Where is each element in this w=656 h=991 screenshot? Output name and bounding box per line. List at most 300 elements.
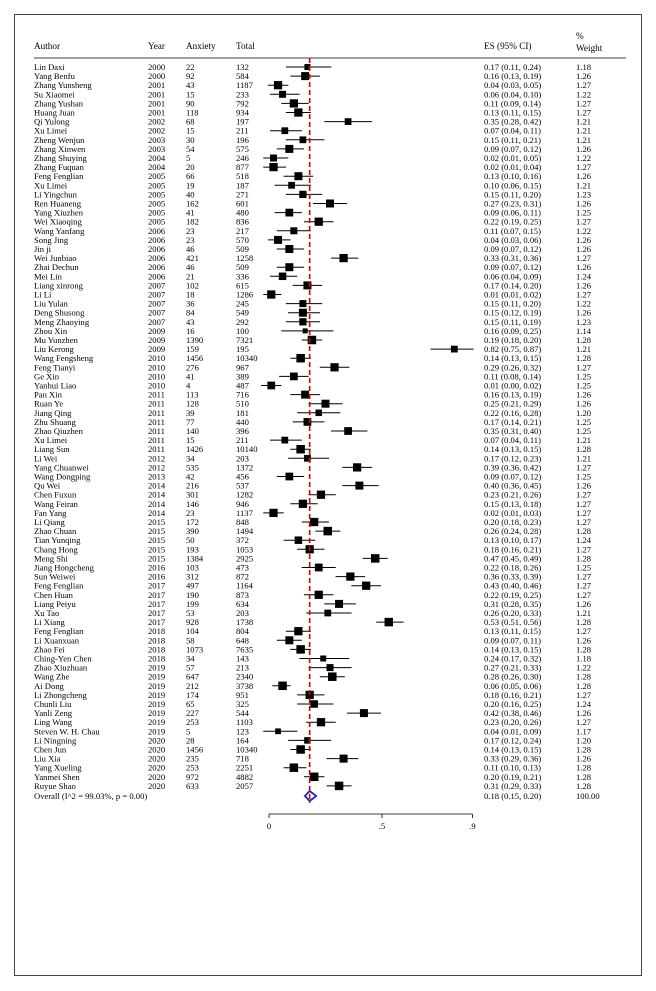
study-author: Li Yingchun (34, 189, 77, 200)
study-year: 2007 (148, 289, 166, 300)
study-year: 2012 (148, 453, 166, 464)
study-anxiety-count: 23 (186, 225, 195, 236)
study-point-estimate (296, 745, 305, 754)
study-weight: 1.26 (576, 635, 592, 646)
study-point-estimate (315, 218, 323, 226)
study-anxiety-count: 5 (186, 726, 191, 737)
study-effect-size: 0.09 (0.06, 0.11) (484, 207, 541, 218)
study-point-estimate (285, 209, 293, 217)
study-effect-size: 0.15 (0.11, 0.20) (484, 189, 541, 200)
study-anxiety-count: 23 (186, 234, 195, 245)
study-anxiety-count: 41 (186, 207, 195, 218)
study-year: 2003 (148, 134, 166, 145)
study-weight: 1.24 (576, 271, 592, 282)
study-weight: 1.27 (576, 507, 592, 518)
study-author: Li Wei (34, 453, 58, 464)
study-anxiety-count: 34 (186, 653, 195, 664)
study-year: 2017 (148, 598, 166, 609)
study-author: Chen Fuxun (34, 489, 77, 500)
study-effect-size: 0.11 (0.08, 0.14) (484, 371, 541, 382)
study-point-estimate (296, 445, 305, 454)
study-weight: 1.27 (576, 544, 592, 555)
study-point-estimate (290, 373, 298, 381)
study-point-estimate (299, 191, 306, 198)
study-author: Yang Xueling (34, 762, 82, 773)
study-total-count: 372 (236, 535, 249, 546)
study-effect-size: 0.16 (0.13, 0.19) (484, 389, 542, 400)
study-author: Zhou Xin (34, 325, 68, 336)
study-effect-size: 0.02 (0.01, 0.03) (484, 507, 542, 518)
study-total-count: 510 (236, 398, 249, 409)
study-effect-size: 0.26 (0.20, 0.33) (484, 608, 542, 618)
study-effect-size: 0.02 (0.01, 0.04) (484, 162, 542, 173)
study-effect-size: 0.14 (0.13, 0.15) (484, 644, 542, 655)
study-point-estimate (285, 473, 293, 481)
study-total-count: 143 (236, 653, 249, 664)
study-year: 2009 (148, 344, 166, 355)
study-total-count: 1494 (236, 526, 254, 537)
study-total-count: 716 (236, 389, 249, 400)
study-weight: 1.24 (576, 699, 592, 709)
study-year: 2006 (148, 271, 166, 282)
study-author: Xu Limei (34, 125, 68, 136)
study-effect-size: 0.15 (0.11, 0.19) (484, 316, 541, 327)
study-total-count: 187 (236, 180, 249, 191)
study-effect-size: 0.09 (0.07, 0.12) (484, 471, 542, 482)
study-total-count: 804 (236, 626, 249, 637)
study-total-count: 2925 (236, 553, 254, 564)
study-effect-size: 0.82 (0.75, 0.87) (484, 344, 542, 355)
study-point-estimate (290, 99, 298, 107)
study-total-count: 848 (236, 517, 249, 527)
study-year: 2001 (148, 80, 166, 91)
study-weight: 1.24 (576, 535, 592, 546)
study-total-count: 181 (236, 407, 249, 418)
study-total-count: 7321 (236, 335, 254, 345)
study-anxiety-count: 172 (186, 517, 199, 527)
study-year: 2001 (148, 98, 166, 109)
study-year: 2019 (148, 689, 166, 700)
study-weight: 1.26 (576, 280, 592, 291)
study-anxiety-count: 235 (186, 753, 199, 764)
study-weight: 1.18 (576, 62, 592, 72)
study-author: Ruan Ye (34, 398, 64, 409)
study-weight: 1.28 (576, 617, 592, 628)
study-point-estimate (353, 463, 361, 471)
study-weight: 1.26 (576, 71, 592, 82)
study-author: Deng Shusong (34, 307, 85, 318)
study-point-estimate (299, 500, 307, 508)
study-author: Li Li (34, 289, 52, 300)
study-anxiety-count: 21 (186, 271, 195, 282)
study-total-count: 634 (236, 598, 249, 609)
study-weight: 1.27 (576, 489, 592, 500)
study-total-count: 473 (236, 562, 249, 573)
study-anxiety-count: 90 (186, 98, 195, 109)
study-total-count: 1164 (236, 580, 253, 591)
study-author: Steven W. H. Chau (34, 726, 100, 737)
study-weight: 1.22 (576, 225, 592, 236)
study-year: 2020 (148, 735, 166, 746)
study-total-count: 1372 (236, 462, 254, 473)
study-author: Wang Dongping (34, 471, 91, 482)
study-weight: 1.25 (576, 416, 592, 427)
study-effect-size: 0.39 (0.36, 0.42) (484, 462, 542, 473)
study-anxiety-count: 1426 (186, 444, 204, 455)
study-year: 2019 (148, 708, 166, 719)
study-total-count: 1103 (236, 717, 253, 728)
study-total-count: 648 (236, 635, 249, 646)
study-effect-size: 0.22 (0.18, 0.26) (484, 562, 542, 573)
study-point-estimate (315, 564, 323, 572)
study-weight: 1.26 (576, 198, 592, 209)
study-weight: 1.28 (576, 744, 592, 755)
study-total-count: 792 (236, 98, 249, 109)
study-anxiety-count: 212 (186, 680, 199, 691)
study-weight: 1.27 (576, 717, 592, 728)
study-author: Chang Hong (34, 544, 78, 555)
study-effect-size: 0.17 (0.14, 0.20) (484, 280, 542, 291)
study-effect-size: 0.16 (0.09, 0.25) (484, 325, 542, 336)
study-year: 2001 (148, 89, 166, 100)
study-anxiety-count: 1384 (186, 553, 204, 564)
study-year: 2005 (148, 207, 166, 218)
study-anxiety-count: 1390 (186, 335, 204, 345)
study-point-estimate (285, 636, 293, 644)
header-weight: Weight (576, 43, 603, 53)
study-weight: 1.21 (576, 608, 592, 618)
study-total-count: 967 (236, 362, 249, 373)
study-author: Chen Jun (34, 744, 67, 755)
study-weight: 1.26 (576, 753, 592, 764)
study-author: Liang Sun (34, 444, 70, 455)
study-effect-size: 0.04 (0.03, 0.06) (484, 234, 542, 245)
study-year: 2010 (148, 362, 166, 373)
study-anxiety-count: 43 (186, 316, 195, 327)
study-author: Zhang Shuying (34, 153, 87, 163)
study-point-estimate (294, 108, 302, 116)
overall-effect-size: 0.18 (0.15, 0.20) (484, 791, 542, 801)
study-total-count: 203 (236, 608, 249, 618)
study-total-count: 570 (236, 234, 249, 245)
study-year: 2005 (148, 180, 166, 191)
study-weight: 1.23 (576, 189, 592, 200)
study-total-count: 233 (236, 89, 249, 100)
study-total-count: 2340 (236, 671, 254, 682)
study-effect-size: 0.22 (0.19, 0.25) (484, 216, 542, 227)
study-year: 2019 (148, 662, 166, 673)
study-anxiety-count: 34 (186, 453, 195, 464)
study-anxiety-count: 15 (186, 89, 195, 100)
study-total-count: 336 (236, 271, 249, 282)
study-effect-size: 0.07 (0.04, 0.11) (484, 435, 541, 446)
study-year: 2005 (148, 216, 166, 227)
study-author: Ge Xin (34, 371, 60, 382)
study-total-count: 246 (236, 153, 249, 163)
study-author: Meng Shi (34, 553, 68, 564)
study-author: Ruyue Shao (34, 780, 76, 791)
study-year: 2015 (148, 535, 166, 546)
study-total-count: 245 (236, 298, 249, 309)
study-weight: 1.27 (576, 98, 592, 109)
study-anxiety-count: 23 (186, 507, 195, 518)
study-weight: 1.21 (576, 134, 592, 145)
study-anxiety-count: 22 (186, 62, 195, 72)
study-total-count: 292 (236, 316, 249, 327)
study-author: Zhang Fuquan (34, 162, 84, 173)
header-total: Total (236, 41, 255, 51)
study-weight: 1.28 (576, 353, 592, 364)
study-anxiety-count: 19 (186, 180, 195, 191)
study-year: 2016 (148, 571, 166, 582)
study-author: Mei Lin (34, 271, 62, 282)
study-anxiety-count: 227 (186, 708, 199, 719)
study-author: Zheng Wenjun (34, 134, 85, 145)
study-weight: 1.28 (576, 671, 592, 682)
study-year: 2007 (148, 307, 166, 318)
study-author: Feng Fenglian (34, 580, 84, 591)
study-year: 2019 (148, 726, 166, 737)
study-weight: 1.21 (576, 435, 592, 446)
study-effect-size: 0.33 (0.29, 0.36) (484, 753, 542, 764)
study-total-count: 456 (236, 471, 249, 482)
study-author: Chen Huan (34, 589, 73, 600)
study-year: 2020 (148, 780, 166, 791)
study-year: 2007 (148, 298, 166, 309)
study-year: 2015 (148, 526, 166, 537)
study-year: 2005 (148, 171, 166, 182)
study-weight: 1.20 (576, 407, 592, 418)
study-weight: 1.17 (576, 726, 592, 737)
study-effect-size: 0.07 (0.04, 0.11) (484, 125, 541, 136)
study-point-estimate (299, 318, 306, 325)
study-author: Liu Xia (34, 753, 61, 764)
study-year: 2018 (148, 626, 166, 637)
study-year: 2020 (148, 771, 166, 782)
study-total-count: 217 (236, 225, 249, 236)
study-year: 2020 (148, 762, 166, 773)
study-author: Feng Fenglian (34, 171, 84, 182)
study-weight: 1.28 (576, 444, 592, 455)
study-author: Wang Zhe (34, 671, 70, 682)
study-author: Feng Tianyi (34, 362, 76, 373)
study-effect-size: 0.15 (0.13, 0.18) (484, 498, 542, 509)
study-year: 2007 (148, 316, 166, 327)
study-total-count: 195 (236, 344, 249, 355)
study-weight: 1.27 (576, 462, 592, 473)
study-anxiety-count: 312 (186, 571, 199, 582)
study-anxiety-count: 162 (186, 198, 199, 209)
study-year: 2014 (148, 507, 166, 518)
study-weight: 1.26 (576, 307, 592, 318)
study-year: 2006 (148, 234, 166, 245)
study-year: 2007 (148, 280, 166, 291)
study-author: Zhai Dechun (34, 262, 79, 273)
study-total-count: 3738 (236, 680, 254, 691)
study-anxiety-count: 647 (186, 671, 199, 682)
study-effect-size: 0.28 (0.26, 0.30) (484, 671, 542, 682)
study-anxiety-count: 92 (186, 71, 195, 82)
study-anxiety-count: 1073 (186, 644, 204, 655)
study-anxiety-count: 4 (186, 380, 191, 391)
study-effect-size: 0.33 (0.31, 0.36) (484, 253, 542, 264)
study-year: 2017 (148, 589, 166, 600)
study-weight: 1.21 (576, 344, 592, 355)
study-anxiety-count: 253 (186, 762, 199, 773)
study-total-count: 537 (236, 480, 249, 491)
study-effect-size: 0.13 (0.11, 0.15) (484, 626, 541, 637)
study-effect-size: 0.23 (0.21, 0.26) (484, 489, 542, 500)
study-author: Jin ji (34, 244, 51, 254)
study-anxiety-count: 390 (186, 526, 199, 537)
study-effect-size: 0.06 (0.05, 0.06) (484, 680, 542, 691)
study-weight: 1.22 (576, 298, 592, 309)
study-total-count: 197 (236, 116, 249, 127)
study-weight: 1.27 (576, 253, 592, 264)
study-anxiety-count: 53 (186, 608, 195, 618)
study-year: 2011 (148, 398, 165, 409)
study-year: 2000 (148, 62, 166, 72)
study-effect-size: 0.35 (0.31, 0.40) (484, 426, 542, 436)
study-anxiety-count: 140 (186, 426, 199, 436)
study-anxiety-count: 50 (186, 535, 195, 546)
study-anxiety-count: 30 (186, 134, 195, 145)
study-total-count: 325 (236, 699, 249, 709)
study-point-estimate (269, 163, 277, 171)
study-total-count: 1738 (236, 617, 254, 628)
study-weight: 1.28 (576, 771, 592, 782)
study-year: 2019 (148, 717, 166, 728)
study-total-count: 549 (236, 307, 249, 318)
study-effect-size: 0.26 (0.24, 0.28) (484, 526, 542, 537)
study-effect-size: 0.09 (0.07, 0.12) (484, 143, 542, 154)
study-effect-size: 0.13 (0.10, 0.17) (484, 535, 542, 546)
study-weight: 1.18 (576, 653, 592, 664)
study-weight: 1.26 (576, 389, 592, 400)
x-axis-tick-label: 0 (266, 821, 272, 831)
study-point-estimate (310, 518, 318, 526)
study-year: 2011 (148, 435, 165, 446)
study-point-estimate (281, 127, 288, 134)
study-weight: 1.26 (576, 398, 592, 409)
study-point-estimate (327, 664, 334, 671)
x-axis-tick-label: .9 (469, 821, 476, 831)
study-total-count: 951 (236, 689, 249, 700)
study-year: 2017 (148, 580, 166, 591)
study-year: 2004 (148, 153, 166, 163)
study-effect-size: 0.06 (0.04, 0.09) (484, 271, 542, 282)
study-total-count: 10140 (236, 444, 258, 455)
study-effect-size: 0.14 (0.13, 0.15) (484, 444, 542, 455)
study-point-estimate (274, 81, 282, 89)
study-point-estimate (285, 145, 293, 153)
study-effect-size: 0.47 (0.45, 0.49) (484, 553, 542, 564)
study-point-estimate (330, 363, 338, 371)
study-marks (261, 64, 474, 790)
study-point-estimate (317, 491, 325, 499)
study-anxiety-count: 1456 (186, 744, 204, 755)
study-point-estimate (278, 682, 287, 691)
study-total-count: 718 (236, 753, 249, 764)
study-effect-size: 0.25 (0.21, 0.29) (484, 398, 542, 409)
study-effect-size: 0.22 (0.16, 0.28) (484, 407, 542, 418)
study-weight: 1.27 (576, 362, 592, 373)
study-author: Ren Huaneng (34, 198, 82, 209)
study-author: Yanmei Shen (34, 771, 80, 782)
study-year: 2011 (148, 416, 165, 427)
study-point-estimate (295, 536, 303, 544)
study-year: 2019 (148, 671, 166, 682)
study-author: Zhang Yunsheng (34, 80, 92, 91)
study-total-count: 584 (236, 71, 249, 82)
study-anxiety-count: 103 (186, 562, 199, 573)
study-point-estimate (274, 236, 282, 244)
study-point-estimate (362, 582, 370, 590)
study-anxiety-count: 43 (186, 80, 195, 91)
study-point-estimate (315, 410, 322, 417)
study-author: Yanhui Liao (34, 380, 77, 391)
study-author: Liu Kerong (34, 344, 74, 355)
study-anxiety-count: 118 (186, 107, 199, 118)
study-weight: 1.26 (576, 171, 592, 182)
study-total-count: 396 (236, 426, 249, 436)
study-effect-size: 0.17 (0.11, 0.24) (484, 62, 541, 72)
study-weight: 1.21 (576, 180, 592, 191)
study-point-estimate (322, 400, 330, 408)
study-effect-size: 0.18 (0.16, 0.21) (484, 544, 542, 555)
study-weight: 1.26 (576, 480, 592, 491)
study-year: 2010 (148, 380, 166, 391)
study-effect-size: 0.43 (0.40, 0.46) (484, 580, 542, 591)
study-total-count: 836 (236, 216, 249, 227)
study-total-count: 1282 (236, 489, 254, 500)
study-total-count: 213 (236, 662, 249, 673)
study-year: 2006 (148, 253, 166, 264)
study-weight: 1.25 (576, 207, 592, 218)
study-anxiety-count: 146 (186, 498, 199, 509)
study-weight: 1.26 (576, 234, 592, 245)
column-headers (34, 31, 603, 53)
study-total-count: 575 (236, 143, 249, 154)
study-point-estimate (310, 773, 319, 782)
study-effect-size: 0.10 (0.06, 0.15) (484, 180, 542, 191)
study-year: 2015 (148, 553, 166, 564)
study-point-estimate (290, 763, 299, 772)
study-author: Liang xinrong (34, 280, 83, 291)
study-weight: 1.25 (576, 380, 592, 391)
study-weight: 1.25 (576, 426, 592, 436)
study-effect-size: 0.11 (0.10, 0.13) (484, 762, 541, 773)
study-author: Ling Wang (34, 717, 73, 728)
study-author: Liu Yulan (34, 298, 68, 309)
study-effect-size: 0.19 (0.18, 0.20) (484, 335, 542, 345)
study-weight: 1.21 (576, 125, 592, 136)
study-anxiety-count: 36 (186, 298, 195, 309)
study-effect-size: 0.35 (0.28, 0.42) (484, 116, 542, 127)
study-point-estimate (275, 728, 281, 734)
study-point-estimate (326, 200, 334, 208)
header-weight-symbol: % (576, 31, 584, 41)
header-year: Year (148, 41, 165, 51)
study-effect-size: 0.01 (0.00, 0.02) (484, 380, 542, 391)
study-weight: 1.27 (576, 571, 592, 582)
study-author: Xu Limei (34, 435, 68, 446)
study-effect-size: 0.18 (0.16, 0.21) (484, 689, 542, 700)
study-anxiety-count: 253 (186, 717, 199, 728)
study-point-estimate (279, 91, 286, 98)
study-total-count: 601 (236, 198, 249, 209)
study-author: Li Xiang (34, 617, 65, 628)
